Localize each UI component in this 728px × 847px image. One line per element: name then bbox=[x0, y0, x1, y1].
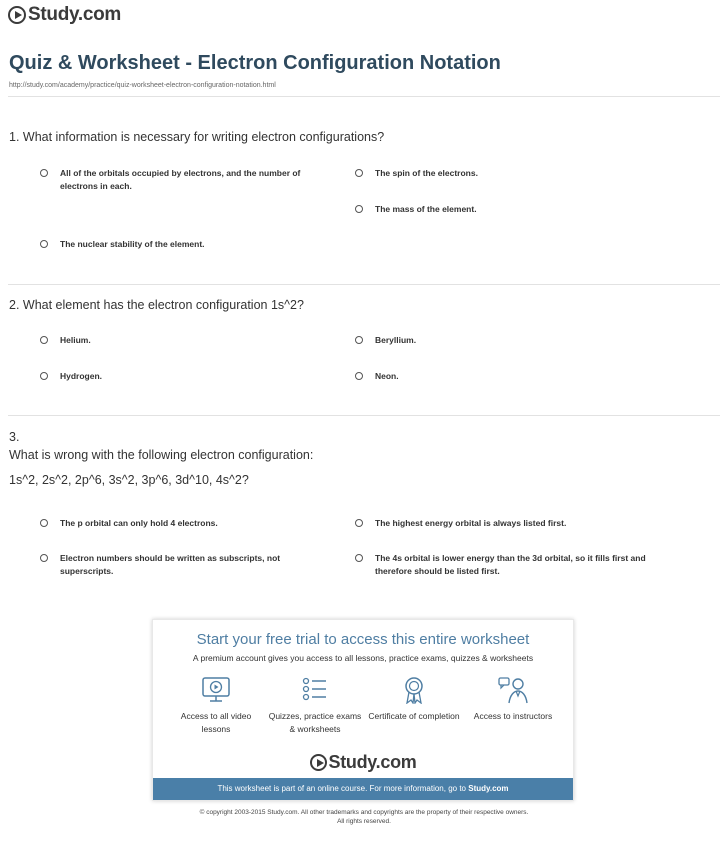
radio-icon[interactable] bbox=[40, 519, 48, 527]
copyright: © copyright 2003-2015 Study.com. All other trademarks and copyrights are the property of their respective owners. All rights reserved. bbox=[199, 809, 529, 825]
radio-icon[interactable] bbox=[40, 554, 48, 562]
question-3-option-3[interactable]: Electron numbers should be written as subscripts, not superscripts. bbox=[40, 552, 320, 578]
question-2-option-3[interactable]: Hydrogen. bbox=[40, 370, 330, 383]
divider bbox=[8, 96, 720, 97]
study-link[interactable]: Study.com bbox=[468, 784, 509, 793]
certificate-icon bbox=[399, 676, 429, 704]
question-3-option-2[interactable]: The highest energy orbital is always listed first. bbox=[355, 517, 645, 530]
quiz-list-icon bbox=[300, 676, 330, 704]
radio-icon[interactable] bbox=[355, 372, 363, 380]
logo-text: Study.com bbox=[28, 4, 122, 25]
question-2-option-4[interactable]: Neon. bbox=[355, 370, 645, 383]
question-3-option-4[interactable]: The 4s orbital is lower energy than the 3d orbital, so it fills first and therefore should be listed first. bbox=[355, 552, 660, 578]
radio-icon[interactable] bbox=[40, 240, 48, 248]
instructor-icon bbox=[498, 676, 528, 704]
page-title: Quiz & Worksheet - Electron Configuration Notation bbox=[9, 52, 501, 74]
question-2-title: 2. What element has the electron configuration 1s^2? bbox=[9, 298, 304, 312]
radio-icon[interactable] bbox=[40, 336, 48, 344]
question-1-option-3[interactable]: The mass of the element. bbox=[355, 203, 645, 216]
radio-icon[interactable] bbox=[40, 169, 48, 177]
divider bbox=[8, 284, 720, 285]
radio-icon[interactable] bbox=[40, 372, 48, 380]
radio-icon[interactable] bbox=[355, 205, 363, 213]
feature-video-lessons: Access to all video lessons bbox=[166, 676, 266, 736]
question-2-option-2[interactable]: Beryllium. bbox=[355, 334, 645, 347]
radio-icon[interactable] bbox=[355, 169, 363, 177]
question-1-option-1[interactable]: All of the orbitals occupied by electrons, and the number of electrons in each. bbox=[40, 167, 330, 193]
question-3-number: 3. bbox=[9, 430, 20, 444]
question-3-config: 1s^2, 2s^2, 2p^6, 3s^2, 3p^6, 3d^10, 4s^2? bbox=[9, 473, 249, 487]
question-2-option-1[interactable]: Helium. bbox=[40, 334, 330, 347]
feature-certificate: Certificate of completion bbox=[364, 676, 464, 723]
radio-icon[interactable] bbox=[355, 336, 363, 344]
feature-instructors: Access to instructors bbox=[463, 676, 563, 723]
radio-icon[interactable] bbox=[355, 554, 363, 562]
play-circle-icon bbox=[8, 6, 26, 24]
promo-subtitle: A premium account gives you access to all lessons, practice exams, quizzes & worksheets bbox=[192, 653, 534, 663]
feature-quizzes: Quizzes, practice exams & worksheets bbox=[265, 676, 365, 736]
promo-title[interactable]: Start your free trial to access this entire worksheet bbox=[196, 631, 530, 648]
divider bbox=[8, 415, 720, 416]
question-1-option-2[interactable]: The spin of the electrons. bbox=[355, 167, 645, 180]
question-1-title: 1. What information is necessary for writing electron configurations? bbox=[9, 130, 385, 144]
page-url: http://study.com/academy/practice/quiz-worksheet-electron-configuration-notation.html bbox=[9, 82, 276, 89]
video-lesson-icon bbox=[201, 676, 231, 704]
promo-logo[interactable]: Study.com bbox=[153, 752, 573, 773]
radio-icon[interactable] bbox=[355, 519, 363, 527]
question-1-option-4[interactable]: The nuclear stability of the element. bbox=[40, 238, 330, 251]
study-logo[interactable] bbox=[8, 4, 121, 26]
play-circle-icon bbox=[310, 754, 327, 771]
question-3-option-1[interactable]: The p orbital can only hold 4 electrons. bbox=[40, 517, 330, 530]
free-trial-promo bbox=[152, 619, 574, 801]
question-3-title: What is wrong with the following electron configuration: bbox=[9, 448, 314, 462]
promo-info-bar: This worksheet is part of an online course. For more information, go to Study.com bbox=[153, 778, 573, 800]
